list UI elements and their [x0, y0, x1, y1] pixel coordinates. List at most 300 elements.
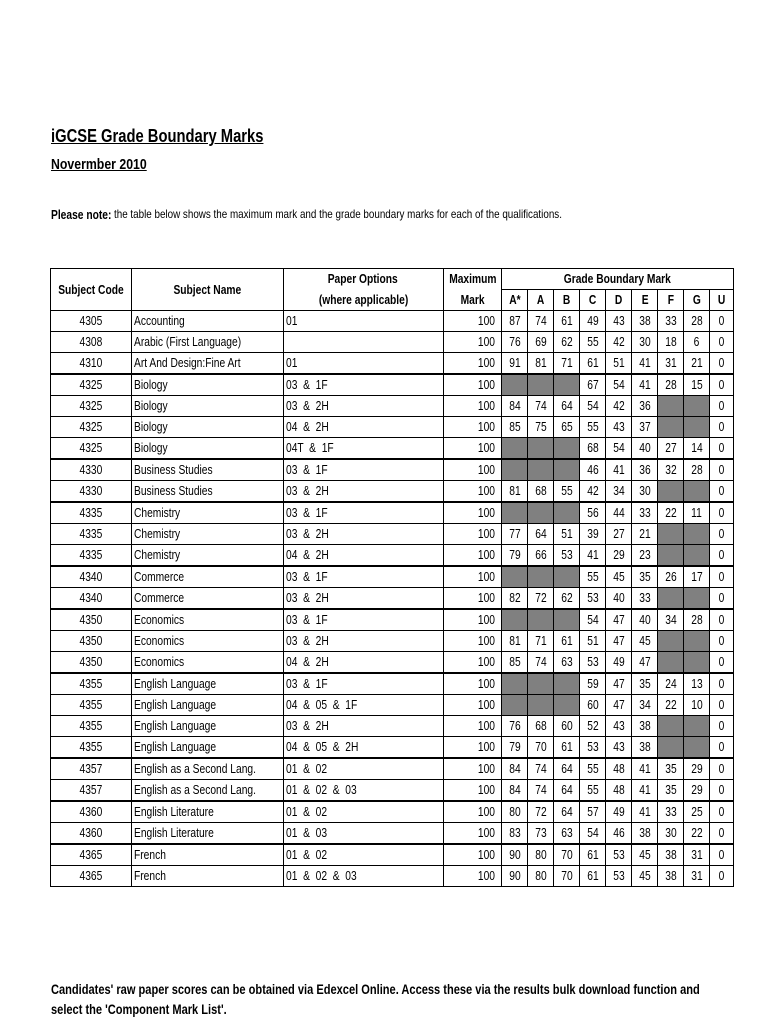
grade-cell — [658, 588, 684, 610]
grade-cell: 28 — [684, 609, 710, 631]
subject-code-cell: 4340 — [51, 566, 132, 588]
grade-cell — [554, 609, 580, 631]
subject-code-cell: 4355 — [51, 695, 132, 716]
subject-code-cell: 4330 — [51, 459, 132, 481]
grade-cell: 43 — [606, 716, 632, 737]
grade-cell: 68 — [528, 716, 554, 737]
grade-cell — [502, 438, 528, 460]
table-row — [51, 353, 734, 375]
grade-cell: 84 — [502, 396, 528, 417]
grade-cell: 38 — [632, 311, 658, 332]
grade-cell: 34 — [632, 695, 658, 716]
max-mark-cell: 100 — [443, 459, 502, 481]
grade-cell: 33 — [632, 502, 658, 524]
max-mark-cell: 100 — [443, 481, 502, 503]
grade-cell: 85 — [502, 652, 528, 674]
grade-cell: 53 — [580, 652, 606, 674]
grade-cell: 81 — [528, 353, 554, 375]
grade-cell: 51 — [554, 524, 580, 545]
max-mark-cell: 100 — [443, 332, 502, 353]
subject-code-cell: 4360 — [51, 801, 132, 823]
grade-cell: 41 — [632, 801, 658, 823]
paper-options-cell — [283, 332, 443, 353]
paper-options-cell: 01 & 02 & 03 — [283, 780, 443, 802]
grade-cell: 67 — [580, 374, 606, 396]
grade-cell: 83 — [502, 823, 528, 845]
paper-options-cell: 01 & 03 — [283, 823, 443, 845]
subject-code-cell: 4310 — [51, 353, 132, 375]
grade-cell: 64 — [554, 758, 580, 780]
grade-boundary-table — [50, 268, 734, 887]
grade-cell: 38 — [632, 716, 658, 737]
table-row — [51, 438, 734, 460]
grade-cell: 39 — [580, 524, 606, 545]
grade-cell: 34 — [606, 481, 632, 503]
paper-options-cell: 04 & 05 & 2H — [283, 737, 443, 759]
grade-cell: 64 — [554, 780, 580, 802]
max-mark-cell: 100 — [443, 737, 502, 759]
grade-cell: 61 — [580, 844, 606, 866]
grade-cell: 49 — [606, 652, 632, 674]
grade-cell — [554, 673, 580, 695]
paper-options-cell: 03 & 2H — [283, 524, 443, 545]
footer-note: Candidates' raw paper scores can be obtained via Edexcel Online. Access these via the results bulk download function and select the 'Component Mark List'. — [51, 982, 700, 1017]
max-mark-cell: 100 — [443, 502, 502, 524]
grade-cell: 74 — [528, 780, 554, 802]
header-mark: Mark — [443, 290, 502, 311]
max-mark-cell: 100 — [443, 758, 502, 780]
max-mark-cell: 100 — [443, 780, 502, 802]
grade-cell: 72 — [528, 588, 554, 610]
subject-name-cell: English Language — [131, 716, 283, 737]
paper-options-cell: 03 & 2H — [283, 481, 443, 503]
grade-cell — [528, 374, 554, 396]
subject-code-cell: 4350 — [51, 609, 132, 631]
grade-cell: 84 — [502, 758, 528, 780]
grade-cell: 90 — [502, 844, 528, 866]
table-row — [51, 374, 734, 396]
table-row — [51, 524, 734, 545]
paper-options-cell: 03 & 2H — [283, 588, 443, 610]
grade-cell: 30 — [632, 481, 658, 503]
grade-cell: 0 — [710, 716, 734, 737]
grade-cell: 74 — [528, 758, 554, 780]
grade-cell: 0 — [710, 459, 734, 481]
grade-cell: 82 — [502, 588, 528, 610]
grade-cell: 35 — [632, 673, 658, 695]
grade-cell — [554, 459, 580, 481]
grade-cell: 0 — [710, 588, 734, 610]
subject-name-cell: English as a Second Lang. — [131, 780, 283, 802]
grade-cell: 32 — [658, 459, 684, 481]
max-mark-cell: 100 — [443, 695, 502, 716]
max-mark-cell: 100 — [443, 652, 502, 674]
grade-cell: 30 — [658, 823, 684, 845]
grade-cell — [658, 716, 684, 737]
subject-code-cell: 4335 — [51, 545, 132, 567]
header-grade: E — [632, 290, 658, 311]
grade-cell: 73 — [528, 823, 554, 845]
grade-cell: 0 — [710, 396, 734, 417]
grade-cell: 46 — [580, 459, 606, 481]
grade-cell: 64 — [554, 396, 580, 417]
grade-cell — [684, 737, 710, 759]
grade-cell: 41 — [632, 780, 658, 802]
paper-options-cell: 04 & 2H — [283, 545, 443, 567]
table-row — [51, 758, 734, 780]
subject-name-cell: Commerce — [131, 588, 283, 610]
grade-cell — [502, 374, 528, 396]
grade-cell: 79 — [502, 545, 528, 567]
paper-options-cell: 03 & 1F — [283, 609, 443, 631]
grade-cell — [502, 695, 528, 716]
table-row — [51, 631, 734, 652]
grade-cell: 55 — [580, 566, 606, 588]
subject-name-cell: English as a Second Lang. — [131, 758, 283, 780]
grade-cell: 29 — [606, 545, 632, 567]
page-subtitle: Novermber 2010 — [51, 156, 147, 173]
subject-name-cell: Commerce — [131, 566, 283, 588]
table-row — [51, 332, 734, 353]
grade-cell — [658, 396, 684, 417]
table-row — [51, 588, 734, 610]
grade-cell: 54 — [580, 396, 606, 417]
grade-cell: 77 — [502, 524, 528, 545]
max-mark-cell: 100 — [443, 801, 502, 823]
table-row — [51, 801, 734, 823]
grade-cell: 0 — [710, 502, 734, 524]
grade-cell: 0 — [710, 545, 734, 567]
grade-cell: 38 — [658, 866, 684, 887]
header-grade: F — [658, 290, 684, 311]
grade-cell: 25 — [684, 801, 710, 823]
grade-cell: 45 — [632, 844, 658, 866]
grade-cell: 60 — [554, 716, 580, 737]
grade-cell: 37 — [632, 417, 658, 438]
grade-cell — [554, 566, 580, 588]
subject-name-cell: Chemistry — [131, 524, 283, 545]
header-grade: U — [710, 290, 734, 311]
grade-cell — [528, 695, 554, 716]
grade-cell: 26 — [658, 566, 684, 588]
header-subject-name: Subject Name — [131, 269, 283, 311]
table-row — [51, 652, 734, 674]
grade-cell: 49 — [580, 311, 606, 332]
subject-name-cell: Biology — [131, 438, 283, 460]
paper-options-cell: 03 & 1F — [283, 502, 443, 524]
grade-cell — [684, 631, 710, 652]
grade-cell: 64 — [554, 801, 580, 823]
grade-cell: 41 — [632, 758, 658, 780]
grade-cell: 35 — [658, 758, 684, 780]
grade-cell: 14 — [684, 438, 710, 460]
grade-cell: 47 — [606, 673, 632, 695]
grade-cell: 63 — [554, 823, 580, 845]
grade-cell: 49 — [606, 801, 632, 823]
subject-name-cell: English Language — [131, 737, 283, 759]
grade-cell — [554, 438, 580, 460]
grade-cell: 0 — [710, 566, 734, 588]
max-mark-cell: 100 — [443, 866, 502, 887]
grade-cell: 0 — [710, 311, 734, 332]
grade-cell: 64 — [528, 524, 554, 545]
subject-name-cell: Economics — [131, 609, 283, 631]
subject-code-cell: 4325 — [51, 374, 132, 396]
grade-cell: 33 — [658, 801, 684, 823]
max-mark-cell: 100 — [443, 353, 502, 375]
grade-cell — [684, 652, 710, 674]
grade-cell: 47 — [606, 609, 632, 631]
grade-cell — [684, 417, 710, 438]
subject-code-cell: 4355 — [51, 673, 132, 695]
max-mark-cell: 100 — [443, 311, 502, 332]
paper-options-cell: 01 — [283, 353, 443, 375]
grade-cell: 42 — [606, 332, 632, 353]
grade-cell: 43 — [606, 737, 632, 759]
grade-cell: 61 — [554, 311, 580, 332]
grade-cell: 61 — [554, 737, 580, 759]
table-row — [51, 716, 734, 737]
grade-cell — [684, 588, 710, 610]
grade-cell: 54 — [606, 438, 632, 460]
subject-name-cell: English Language — [131, 695, 283, 716]
grade-cell: 85 — [502, 417, 528, 438]
header-paper-options-sub: (where applicable) — [283, 290, 443, 311]
grade-cell: 0 — [710, 374, 734, 396]
grade-cell: 79 — [502, 737, 528, 759]
paper-options-cell: 04 & 2H — [283, 417, 443, 438]
grade-cell — [658, 631, 684, 652]
grade-cell: 91 — [502, 353, 528, 375]
grade-cell: 61 — [580, 353, 606, 375]
grade-cell: 0 — [710, 481, 734, 503]
table-row — [51, 844, 734, 866]
grade-cell: 23 — [632, 545, 658, 567]
grade-cell: 41 — [632, 374, 658, 396]
grade-cell: 45 — [632, 866, 658, 887]
grade-cell — [502, 609, 528, 631]
subject-code-cell: 4357 — [51, 780, 132, 802]
subject-code-cell: 4325 — [51, 438, 132, 460]
note-text: the table below shows the maximum mark and the grade boundary marks for each of the qualifications. — [114, 207, 562, 221]
grade-cell: 69 — [528, 332, 554, 353]
grade-cell: 54 — [606, 374, 632, 396]
table-row — [51, 823, 734, 845]
grade-cell — [658, 417, 684, 438]
table-row — [51, 417, 734, 438]
subject-code-cell: 4325 — [51, 417, 132, 438]
max-mark-cell: 100 — [443, 673, 502, 695]
paper-options-cell: 03 & 1F — [283, 459, 443, 481]
subject-code-cell: 4308 — [51, 332, 132, 353]
paper-options-cell: 03 & 2H — [283, 631, 443, 652]
paper-options-cell: 03 & 1F — [283, 673, 443, 695]
grade-cell: 0 — [710, 801, 734, 823]
header-paper-options: Paper Options — [283, 269, 443, 290]
subject-name-cell: English Literature — [131, 801, 283, 823]
grade-cell: 35 — [658, 780, 684, 802]
grade-cell: 76 — [502, 716, 528, 737]
grade-cell: 57 — [580, 801, 606, 823]
grade-cell: 75 — [528, 417, 554, 438]
grade-cell — [528, 566, 554, 588]
header-grade: B — [554, 290, 580, 311]
paper-options-cell: 03 & 2H — [283, 396, 443, 417]
grade-cell: 43 — [606, 417, 632, 438]
grade-cell: 54 — [580, 823, 606, 845]
table-row — [51, 481, 734, 503]
subject-code-cell: 4330 — [51, 481, 132, 503]
grade-cell: 0 — [710, 631, 734, 652]
grade-cell — [528, 459, 554, 481]
paper-options-cell: 03 & 2H — [283, 716, 443, 737]
grade-cell: 22 — [684, 823, 710, 845]
grade-cell: 56 — [580, 502, 606, 524]
subject-code-cell: 4355 — [51, 716, 132, 737]
grade-cell: 62 — [554, 332, 580, 353]
header-grade: G — [684, 290, 710, 311]
paper-options-cell: 01 & 02 — [283, 844, 443, 866]
grade-cell: 28 — [684, 459, 710, 481]
grade-cell — [658, 545, 684, 567]
grade-cell: 42 — [606, 396, 632, 417]
grade-cell: 0 — [710, 758, 734, 780]
grade-cell — [684, 545, 710, 567]
grade-cell: 33 — [632, 588, 658, 610]
subject-code-cell: 4305 — [51, 311, 132, 332]
subject-name-cell: Accounting — [131, 311, 283, 332]
subject-name-cell: Biology — [131, 417, 283, 438]
grade-cell: 33 — [658, 311, 684, 332]
header-grade: D — [606, 290, 632, 311]
grade-cell: 60 — [580, 695, 606, 716]
grade-cell: 0 — [710, 524, 734, 545]
subject-name-cell: French — [131, 866, 283, 887]
grade-cell: 0 — [710, 695, 734, 716]
grade-cell: 17 — [684, 566, 710, 588]
grade-cell: 70 — [554, 844, 580, 866]
subject-code-cell: 4365 — [51, 844, 132, 866]
grade-cell — [502, 673, 528, 695]
grade-cell: 24 — [658, 673, 684, 695]
grade-cell: 48 — [606, 758, 632, 780]
grade-cell: 38 — [632, 823, 658, 845]
grade-cell: 87 — [502, 311, 528, 332]
grade-cell: 68 — [528, 481, 554, 503]
table-row — [51, 609, 734, 631]
grade-cell: 51 — [606, 353, 632, 375]
subject-name-cell: French — [131, 844, 283, 866]
max-mark-cell: 100 — [443, 823, 502, 845]
grade-cell: 53 — [580, 737, 606, 759]
grade-cell: 18 — [658, 332, 684, 353]
grade-cell: 0 — [710, 673, 734, 695]
grade-cell: 41 — [632, 353, 658, 375]
max-mark-cell: 100 — [443, 844, 502, 866]
grade-cell: 21 — [632, 524, 658, 545]
grade-cell: 31 — [684, 844, 710, 866]
grade-cell: 0 — [710, 823, 734, 845]
grade-cell: 53 — [580, 588, 606, 610]
grade-cell — [528, 438, 554, 460]
subject-name-cell: Chemistry — [131, 502, 283, 524]
table-row — [51, 866, 734, 887]
subject-name-cell: Chemistry — [131, 545, 283, 567]
paper-options-cell: 04T & 1F — [283, 438, 443, 460]
subject-name-cell: Biology — [131, 374, 283, 396]
grade-cell: 55 — [580, 758, 606, 780]
max-mark-cell: 100 — [443, 631, 502, 652]
subject-code-cell: 4335 — [51, 524, 132, 545]
subject-code-cell: 4340 — [51, 588, 132, 610]
grade-cell: 51 — [580, 631, 606, 652]
grade-cell — [684, 396, 710, 417]
grade-cell: 0 — [710, 609, 734, 631]
subject-name-cell: Business Studies — [131, 459, 283, 481]
paper-options-cell: 01 & 02 — [283, 758, 443, 780]
grade-cell — [528, 609, 554, 631]
grade-cell: 35 — [632, 566, 658, 588]
grade-cell: 29 — [684, 758, 710, 780]
grade-cell: 30 — [632, 332, 658, 353]
max-mark-cell: 100 — [443, 609, 502, 631]
header-subject-code: Subject Code — [51, 269, 132, 311]
subject-name-cell: Economics — [131, 631, 283, 652]
subject-name-cell: English Literature — [131, 823, 283, 845]
grade-cell: 80 — [528, 866, 554, 887]
grade-cell: 45 — [632, 631, 658, 652]
paper-options-cell: 04 & 2H — [283, 652, 443, 674]
table-row — [51, 566, 734, 588]
header-grade-boundary: Grade Boundary Mark — [502, 269, 734, 290]
grade-cell: 53 — [554, 545, 580, 567]
grade-cell: 0 — [710, 417, 734, 438]
table-row — [51, 311, 734, 332]
grade-cell: 40 — [632, 609, 658, 631]
grade-cell: 84 — [502, 780, 528, 802]
paper-options-cell: 01 & 02 & 03 — [283, 866, 443, 887]
grade-cell: 47 — [606, 695, 632, 716]
grade-cell: 21 — [684, 353, 710, 375]
grade-cell — [502, 459, 528, 481]
grade-cell: 27 — [658, 438, 684, 460]
grade-cell: 40 — [632, 438, 658, 460]
grade-cell: 47 — [632, 652, 658, 674]
grade-cell: 70 — [554, 866, 580, 887]
grade-cell: 46 — [606, 823, 632, 845]
grade-cell: 38 — [658, 844, 684, 866]
grade-cell: 10 — [684, 695, 710, 716]
grade-cell: 42 — [580, 481, 606, 503]
grade-cell: 31 — [658, 353, 684, 375]
subject-name-cell: Biology — [131, 396, 283, 417]
grade-cell: 55 — [580, 332, 606, 353]
grade-cell: 70 — [528, 737, 554, 759]
grade-cell — [658, 481, 684, 503]
grade-cell: 22 — [658, 502, 684, 524]
grade-cell: 36 — [632, 459, 658, 481]
grade-cell: 80 — [502, 801, 528, 823]
grade-cell: 71 — [554, 353, 580, 375]
grade-cell: 36 — [632, 396, 658, 417]
table-row — [51, 545, 734, 567]
grade-cell: 6 — [684, 332, 710, 353]
max-mark-cell: 100 — [443, 566, 502, 588]
max-mark-cell: 100 — [443, 716, 502, 737]
grade-cell: 52 — [580, 716, 606, 737]
grade-cell: 61 — [580, 866, 606, 887]
grade-cell: 0 — [710, 353, 734, 375]
